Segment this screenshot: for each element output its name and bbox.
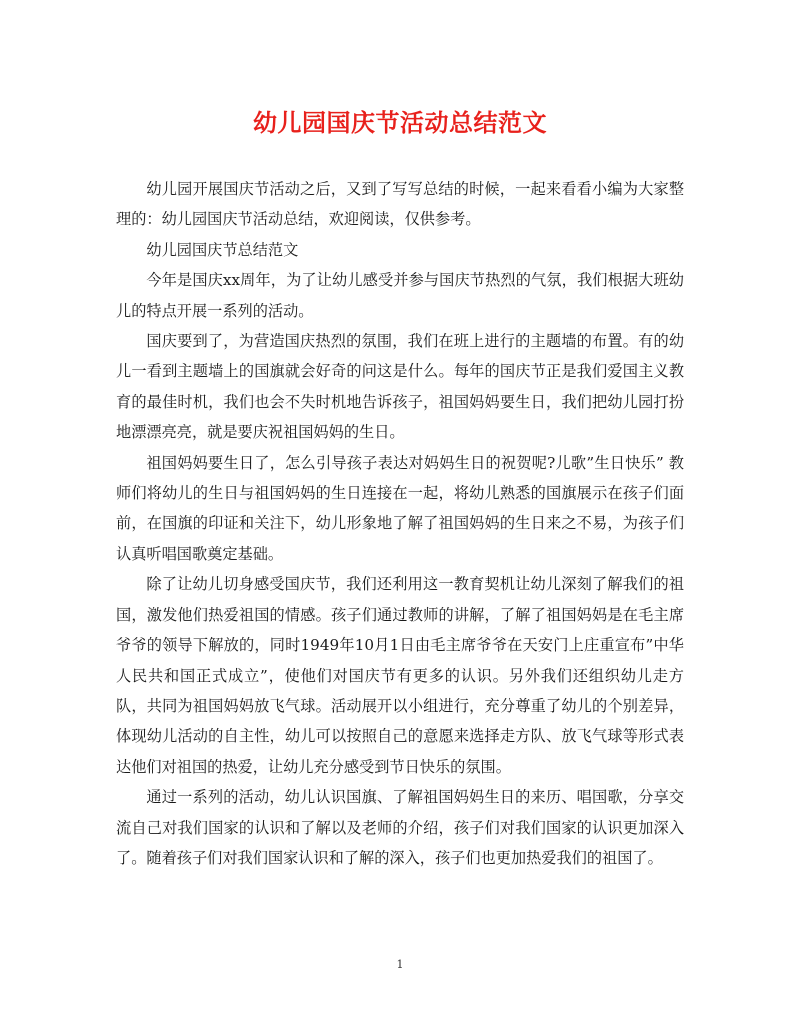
paragraph-anniversary: 今年是国庆xx周年，为了让幼儿感受并参与国庆节热烈的气氛，我们根据大班幼儿的特点开展一系列的活动。 [116,271,684,320]
document-title: 幼儿园国庆节活动总结范文 [253,108,547,137]
paragraph-motherland: 除了让幼儿切身感受国庆节，我们还利用这一教育契机让幼儿深刻了解我们的祖国，激发他们热爱祖国的情感。孩子们通过教师的讲解，了解了祖国妈妈是在毛主席爷爷的领导下解放的，同时1949年10月1日由毛主席爷爷在天安门上庄重宣布”中华人民共和国正式成立”，使他们对国庆节有更多的认识。另外我们还组织幼儿走方队，共同为祖国妈妈放飞气球。活动展开以小组进行，充分尊重了幼儿的个别差异，体现幼儿活动的自主性，幼儿可以按照自己的意愿来选择走方队、放飞气球等形式表达他们对祖国的热爱，让幼儿充分感受到节日快乐的氛围。 [116,575,684,776]
paragraph-conclusion: 通过一系列的活动，幼儿认识国旗、了解祖国妈妈生日的来历、唱国歌，分享交流自己对我们国家的认识和了解以及老师的介绍，孩子们对我们国家的认识更加深入了。随着孩子们对我们国家认识和了解的深入，孩子们也更加热爱我们的祖国了。 [116,788,684,867]
document-body [116,174,684,873]
paragraph-subheading: 幼儿园国庆节总结范文 [146,240,299,259]
page-number: 1 [396,958,404,971]
paragraph-theme-wall: 国庆要到了，为营造国庆热烈的氛围，我们在班上进行的主题墙的布置。有的幼儿一看到主题墙上的国旗就会好奇的问这是什么。每年的国庆节正是我们爱国主义教育的最佳时机，我们也会不失时机地告诉孩子，祖国妈妈要生日，我们把幼儿园打扮地漂漂亮亮，就是要庆祝祖国妈妈的生日。 [116,332,684,442]
paragraph-intro: 幼儿园开展国庆节活动之后，又到了写写总结的时候，一起来看看小编为大家整理的：幼儿园国庆节活动总结，欢迎阅读，仅供参考。 [116,180,684,229]
paragraph-birthday: 祖国妈妈要生日了，怎么引导孩子表达对妈妈生日的祝贺呢?儿歌”生日快乐” 教师们将幼儿的生日与祖国妈妈的生日连接在一起，将幼儿熟悉的国旗展示在孩子们面前，在国旗的印证和关注下，幼儿形象地了解了祖国妈妈的生日来之不易，为孩子们认真听唱国歌奠定基础。 [116,453,684,563]
